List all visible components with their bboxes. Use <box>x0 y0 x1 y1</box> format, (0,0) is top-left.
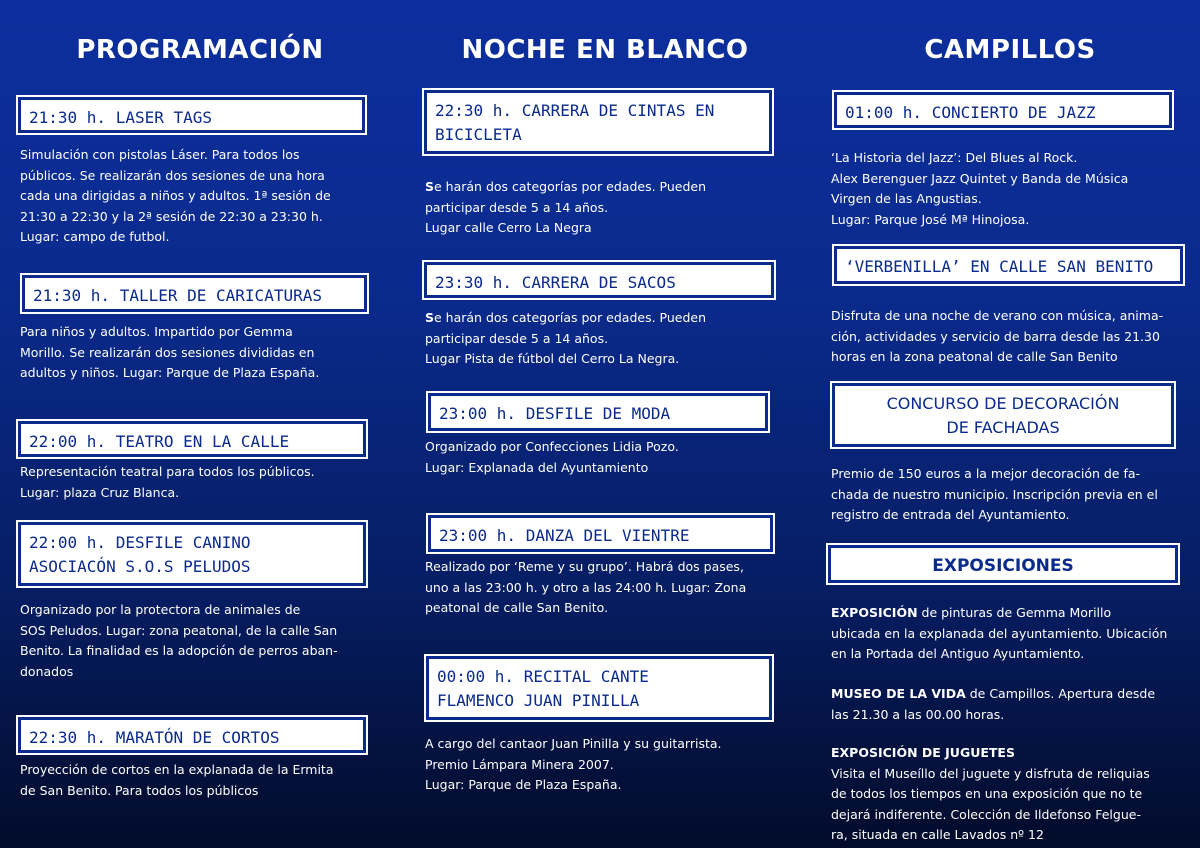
event-description <box>425 308 775 370</box>
event-description: Para niños y adultos. Impartido por Gemma Morillo. Se realizarán dos sesiones divididas en adultos y niños. Lugar: Parque de Plaza España. <box>20 324 320 380</box>
event-description <box>425 177 775 239</box>
event-description: Simulación con pistolas Láser. Para todos los públicos. Se realizarán dos sesiones de una hora cada una dirigidas a niños y adultos. 1ª sesión de 21:30 a 22:30 y la 2ª sesión de 22:30 a 23:30 h. Lugar: campo de futbol. <box>20 147 331 244</box>
exposicion-text: de pinturas de Gemma Morillo ubicada en la explanada del ayuntamiento. Ubicación en la Portada del Antiguo Ayuntamiento. <box>831 605 1168 661</box>
event-description: Premio de 150 euros a la mejor decoración de fa- chada de nuestro municipio. Inscripción previa en el registro de entrada del Ayuntamiento. <box>831 466 1158 522</box>
event-heading: 21:30 h. LASER TAGS <box>18 97 365 133</box>
event-description: Organizado por Confecciones Lidia Pozo. Lugar: Explanada del Ayuntamiento <box>425 439 679 475</box>
event-heading: ‘VERBENILLA’ EN CALLE SAN BENITO <box>834 246 1183 284</box>
event-description: Proyección de cortos en la explanada de la Ermita de San Benito. Para todos los públicos <box>20 762 334 798</box>
noche-en-blanco-title: NOCHE EN BLANCO <box>461 35 749 65</box>
exposiciones-heading: EXPOSICIONES <box>828 545 1178 583</box>
event-heading: 23:00 h. DANZA DEL VIENTRE <box>428 515 773 552</box>
event-description: A cargo del cantaor Juan Pinilla y su guitarrista. Premio Lámpara Minera 2007. Lugar: Parque de Plaza España. <box>425 736 722 792</box>
event-description: Representación teatral para todos los públicos. Lugar: plaza Cruz Blanca. <box>20 464 315 500</box>
event-heading: 21:30 h. TALLER DE CARICATURAS <box>22 275 367 312</box>
exposicion-juguetes <box>831 743 1191 846</box>
event-description: ‘La Historia del Jazz’: Del Blues al Rock. Alex Berenguer Jazz Quintet y Banda de Música Virgen de las Angustias. Lugar: Parque José Mª Hinojosa. <box>831 150 1129 227</box>
event-heading: CONCURSO DE DECORACIÓN DE FACHADAS <box>832 383 1174 447</box>
event-heading: 01:00 h. CONCIERTO DE JAZZ <box>834 92 1172 128</box>
event-heading: 23:00 h. DESFILE DE MODA <box>428 393 768 431</box>
event-heading: 00:00 h. RECITAL CANTE FLAMENCO JUAN PINILLA <box>426 656 772 720</box>
event-description: Realizado por ‘Reme y su grupo’. Habrá dos pases, uno a las 23:00 h. y otro a las 24:00 h. Lugar: Zona peatonal de calle San Benito. <box>425 559 747 615</box>
exposicion-lead: MUSEO DE LA VIDA <box>831 686 966 701</box>
exposicion-text: de Campillos. Apertura desde las 21.30 a las 00.00 horas. <box>831 686 1156 722</box>
event-heading: 23:30 h. CARRERA DE SACOS <box>424 262 774 298</box>
programacion-title: PROGRAMACIÓN <box>76 35 324 65</box>
event-description-text: e harán dos categorías por edades. Pueden participar desde 5 a 14 años. Lugar Pista de fútbol del Cerro La Negra. <box>425 310 707 366</box>
campillos-title: CAMPILLOS <box>924 35 1096 65</box>
event-heading: 22:30 h. MARATÓN DE CORTOS <box>18 717 366 753</box>
exposicion-pinturas <box>831 603 1191 665</box>
exposicion-text: Visita el Museíllo del juguete y disfruta de reliquias de todos los tiempos en una exposición que no te dejará indiferente. Colección de Ildefonso Felgue- ra, situada en calle Lavados nº 12 <box>831 765 1150 842</box>
exposicion-lead: EXPOSICIÓN <box>831 605 918 620</box>
event-lead-letter: S <box>425 310 435 325</box>
event-heading: 22:00 h. DESFILE CANINO ASOCIACÓN S.O.S PELUDOS <box>18 522 366 586</box>
museo-de-la-vida <box>831 684 1191 725</box>
event-description: Organizado por la protectora de animales de SOS Peludos. Lugar: zona peatonal, de la calle San Benito. La finalidad es la adopción de perros aban- donados <box>20 602 338 679</box>
event-heading: 22:00 h. TEATRO EN LA CALLE <box>18 421 366 457</box>
event-description: Disfruta de una noche de verano con música, anima- ción, actividades y servicio de barra desde las 21.30 horas en la zona peatonal de calle San Benito <box>831 308 1164 364</box>
event-lead-letter: S <box>425 179 435 194</box>
event-heading: 22:30 h. CARRERA DE CINTAS EN BICICLETA <box>424 90 772 154</box>
event-description-text: e harán dos categorías por edades. Pueden participar desde 5 a 14 años. Lugar calle Cerro La Negra <box>425 179 707 235</box>
exposicion-lead: EXPOSICIÓN DE JUGUETES <box>831 745 1015 760</box>
